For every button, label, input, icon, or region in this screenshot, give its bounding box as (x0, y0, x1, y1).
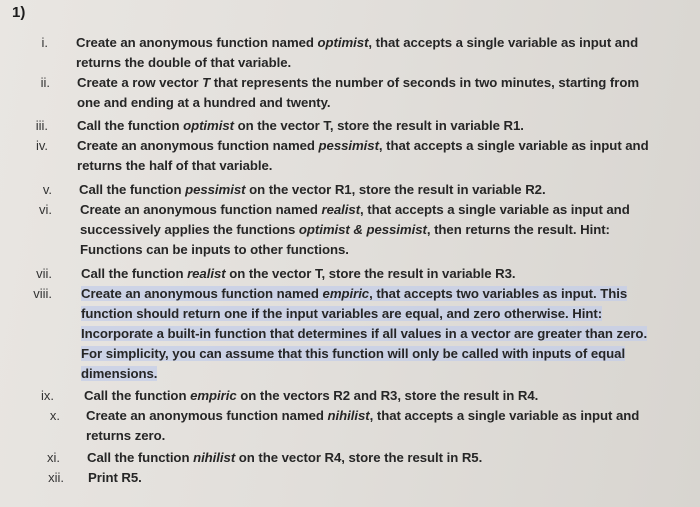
item-number: iii. (35, 118, 48, 133)
item-text: Create an anonymous function named nihilist, that accepts a single variable as input and returns zero. (86, 408, 640, 443)
item-number: vii. (36, 266, 52, 281)
item-number: iv. (35, 138, 48, 153)
item-number: xi. (47, 450, 60, 465)
item-number: vi. (39, 202, 52, 217)
item-text: Call the function realist on the vector T, store the result in variable R3. (81, 266, 516, 281)
item-text: Call the function nihilist on the vector R4, store the result in R5. (87, 450, 483, 465)
item-text: Create an anonymous function named optimist, that accepts a single variable as input and returns the double of that variable. (76, 35, 639, 70)
item-number: i. (41, 35, 48, 50)
item-number: ix. (41, 388, 54, 403)
item-text: Print R5. (88, 470, 142, 485)
item-number: ii. (40, 75, 50, 90)
item-text: Call the function pessimist on the vector R1, store the result in variable R2. (79, 182, 546, 197)
item-text: Call the function empiric on the vectors R2 and R3, store the result in R4. (84, 388, 539, 403)
item-number: x. (49, 408, 60, 423)
question-number: 1) (12, 4, 26, 21)
item-text: Create a row vector T that represents the number of seconds in two minutes, starting from one and ending at a hundred and twenty. (77, 75, 640, 110)
item-text: Create an anonymous function named empiric, that accepts two variables as input. This function should return one if the input variables are equal, and zero otherwise. Hint: Incorporate a built-in function that determines if all values in a vector are greater than zero. For simplicity, you can assume that this function will only be called with inputs of equal dimensions. (81, 286, 648, 381)
item-number: xii. (48, 470, 64, 485)
item-text: Create an anonymous function named pessimist, that accepts a single variable as input and returns the half of that variable. (77, 138, 649, 173)
item-text: Call the function optimist on the vector T, store the result in variable R1. (77, 118, 524, 133)
item-text: Create an anonymous function named realist, that accepts a single variable as input and successively applies the functions optimist & pessimist, then returns the result. Hint: Functions can be inputs to other functions. (80, 202, 630, 257)
item-number: viii. (33, 286, 52, 301)
item-number: v. (42, 182, 52, 197)
